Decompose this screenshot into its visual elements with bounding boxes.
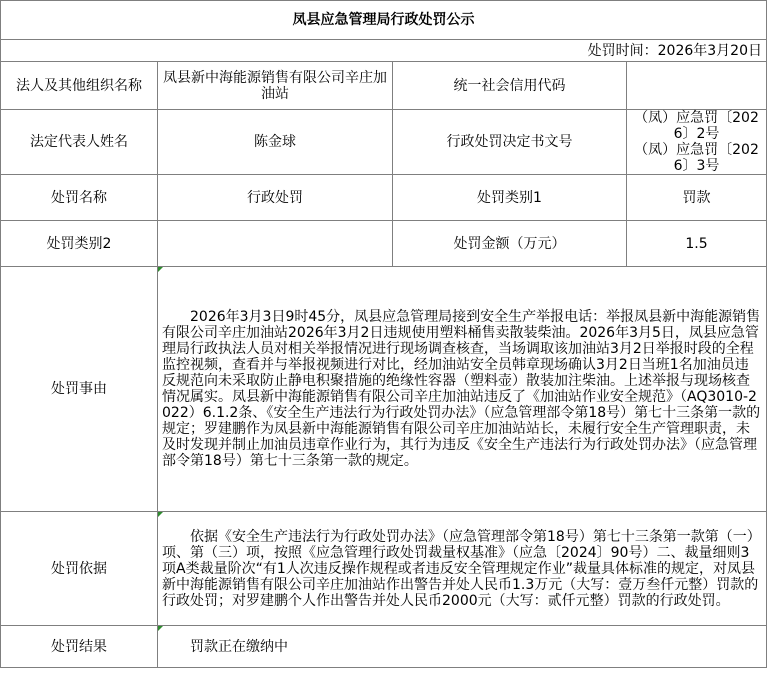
amount-value: 1.5 (627, 221, 767, 267)
credit-code-label: 统一社会信用代码 (393, 62, 627, 110)
basis-label: 处罚依据 (1, 512, 158, 626)
penalty-date: 处罚时间：2026年3月20日 (1, 40, 767, 62)
result-text: 罚款正在缴纳中 (158, 626, 767, 668)
page-title: 凤县应急管理局行政处罚公示 (1, 1, 767, 40)
decision-no-label: 行政处罚决定书文号 (393, 110, 627, 175)
penalty-type2-label: 处罚类别2 (1, 221, 158, 267)
org-name-value: 凤县新中海能源销售有限公司辛庄加油站 (158, 62, 393, 110)
penalty-name-value: 行政处罚 (158, 175, 393, 221)
org-name-label: 法人及其他组织名称 (1, 62, 158, 110)
basis-text: 依据《安全生产违法行为行政处罚办法》（应急管理部令第18号）第七十三条第一款第（一）项、第（三）项，按照《应急管理行政处罚裁量权基准》（应急〔2024〕90号）二、裁量细则3项A类裁量阶次“有1人次违反操作规程或者违反安全管理规定作业”裁量具体标准的规定，对凤县新中海能源销售有限公司辛庄加油站作出警告并处人民币1.3万元（大写：壹万叁仟元整）罚款的行政处罚；对罗建鹏个人作出警告并处人民币2000元（大写：贰仟元整）罚款的行政处罚。 (158, 512, 767, 626)
facts-text: 2026年3月3日9时45分，凤县应急管理局接到安全生产举报电话：举报凤县新中海能源销售有限公司辛庄加油站2026年3月2日违规使用塑料桶售卖散装柴油。2026年3月5日，凤县应急管理局行政执法人员对相关举报情况进行现场调查核查，当场调取该加油站3月2日举报时段的全程监控视频，查看并与举报视频进行对比，经加油站安全员韩章现场确认3月2日当班1名加油员违反规范向未采取防止静电积聚措施的绝缘性容器（塑料壶）散装加注柴油。上述举报与现场核查情况属实。凤县新中海能源销售有限公司辛庄加油站违反了《加油站作业安全规范》（AQ3010-2022）6.1.2条、《安全生产违法行为行政处罚办法》（应急管理部令第18号）第七十三条第一款的规定；罗建鹏作为凤县新中海能源销售有限公司辛庄加油站站长，未履行安全生产管理职责，未及时发现并制止加油员违章作业行为，其行为违反《安全生产违法行为行政处罚办法》（应急管理部令第18号）第七十三条第一款的规定。 (158, 267, 767, 512)
penalty-name-label: 处罚名称 (1, 175, 158, 221)
decision-no-value-1: （凤）应急罚〔2026〕2号 (634, 110, 759, 142)
decision-no-value-2: （凤）应急罚〔2026〕3号 (634, 142, 759, 174)
penalty-type1-label: 处罚类别1 (393, 175, 627, 221)
decision-no-value (627, 110, 767, 175)
penalty-type1-value: 罚款 (627, 175, 767, 221)
amount-label: 处罚金额（万元） (393, 221, 627, 267)
legal-rep-value: 陈金球 (158, 110, 393, 175)
facts-label: 处罚事由 (1, 267, 158, 512)
penalty-type2-value (158, 221, 393, 267)
credit-code-value (627, 62, 767, 110)
result-label: 处罚结果 (1, 626, 158, 668)
legal-rep-label: 法定代表人姓名 (1, 110, 158, 175)
